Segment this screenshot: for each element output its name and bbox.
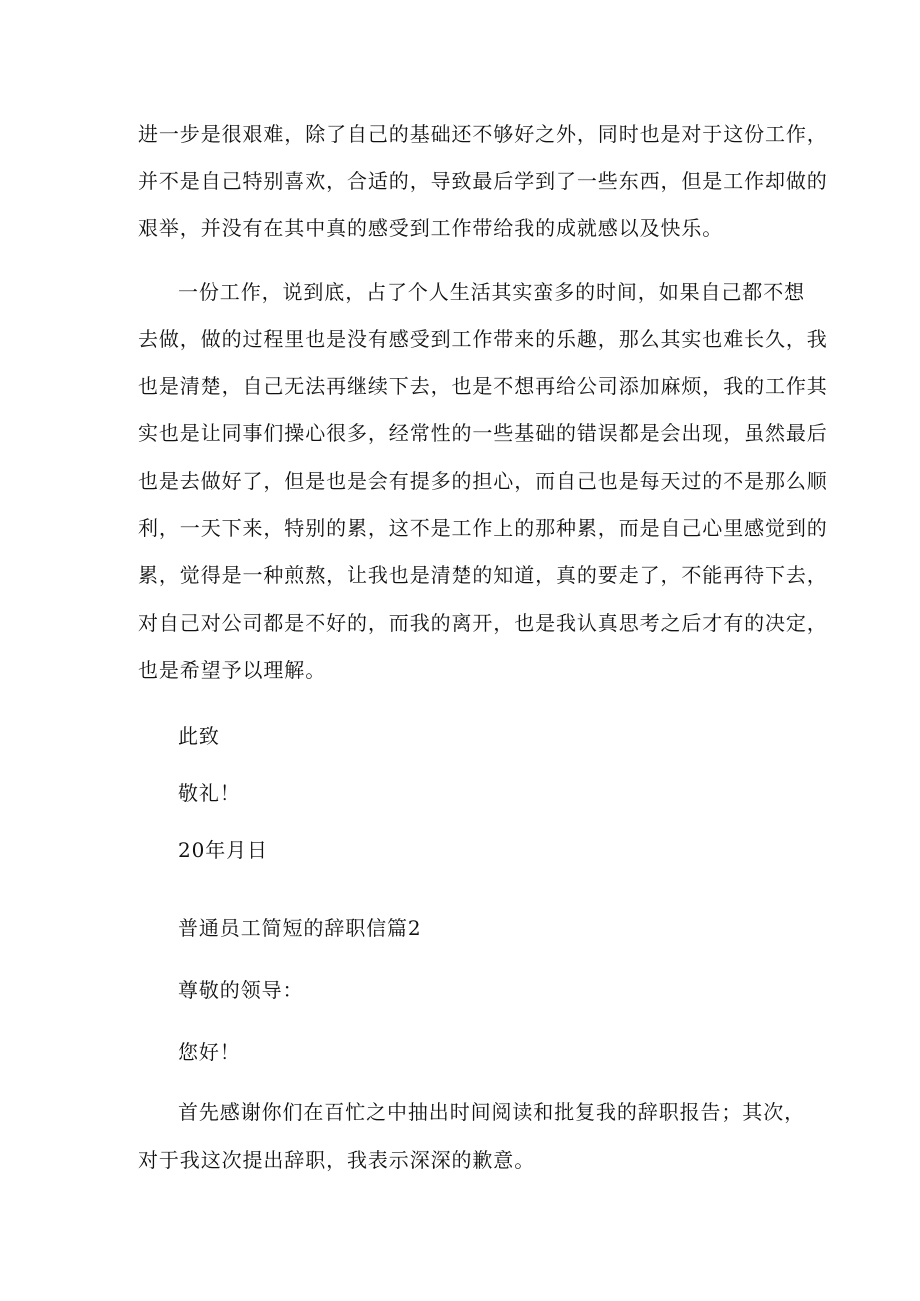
- section-2-paragraph-line-2: 对于我这次提出辞职，我表示深深的歉意。: [138, 1148, 536, 1172]
- closing-greeting: 此致: [178, 724, 220, 748]
- paragraph-2-line-3: 也是清楚，自己无法再继续下去，也是不想再给公司添加麻烦，我的工作其: [138, 374, 828, 398]
- section-2-hello: 您好！: [178, 1040, 241, 1064]
- closing-salute: 敬礼！: [178, 781, 241, 805]
- section-2-paragraph-line-1: 首先感谢你们在百忙之中抽出时间阅读和批复我的辞职报告；其次，: [178, 1100, 805, 1124]
- paragraph-2-line-1: 一份工作，说到底，占了个人生活其实蛮多的时间，如果自己都不想: [178, 280, 805, 304]
- paragraph-1-line-3: 艰举，并没有在其中真的感受到工作带给我的成就感以及快乐。: [138, 216, 724, 240]
- paragraph-2-line-8: 对自己对公司都是不好的，而我的离开，也是我认真思考之后才有的决定，: [138, 611, 828, 635]
- paragraph-1-line-1: 进一步是很艰难，除了自己的基础还不够好之外，同时也是对于这份工作，: [138, 122, 828, 146]
- section-2-title: 普通员工简短的辞职信篇2: [178, 916, 422, 940]
- paragraph-2-line-9: 也是希望予以理解。: [138, 658, 327, 682]
- closing-date: 20年月日: [178, 838, 268, 862]
- paragraph-2-line-2: 去做，做的过程里也是没有感受到工作带来的乐趣，那么其实也难长久，我: [138, 327, 828, 351]
- paragraph-2-line-5: 也是去做好了，但是也是会有提多的担心，而自己也是每天过的不是那么顺: [138, 469, 828, 493]
- paragraph-1-line-2: 并不是自己特别喜欢，合适的，导致最后学到了一些东西，但是工作却做的: [138, 169, 828, 193]
- section-2-salutation: 尊敬的领导：: [178, 978, 304, 1002]
- paragraph-2-line-6: 利，一天下来，特别的累，这不是工作上的那种累，而是自己心里感觉到的: [138, 516, 828, 540]
- paragraph-2-line-4: 实也是让同事们操心很多，经常性的一些基础的错误都是会出现，虽然最后: [138, 421, 828, 445]
- paragraph-2-line-7: 累，觉得是一种煎熬，让我也是清楚的知道，真的要走了，不能再待下去，: [138, 563, 828, 587]
